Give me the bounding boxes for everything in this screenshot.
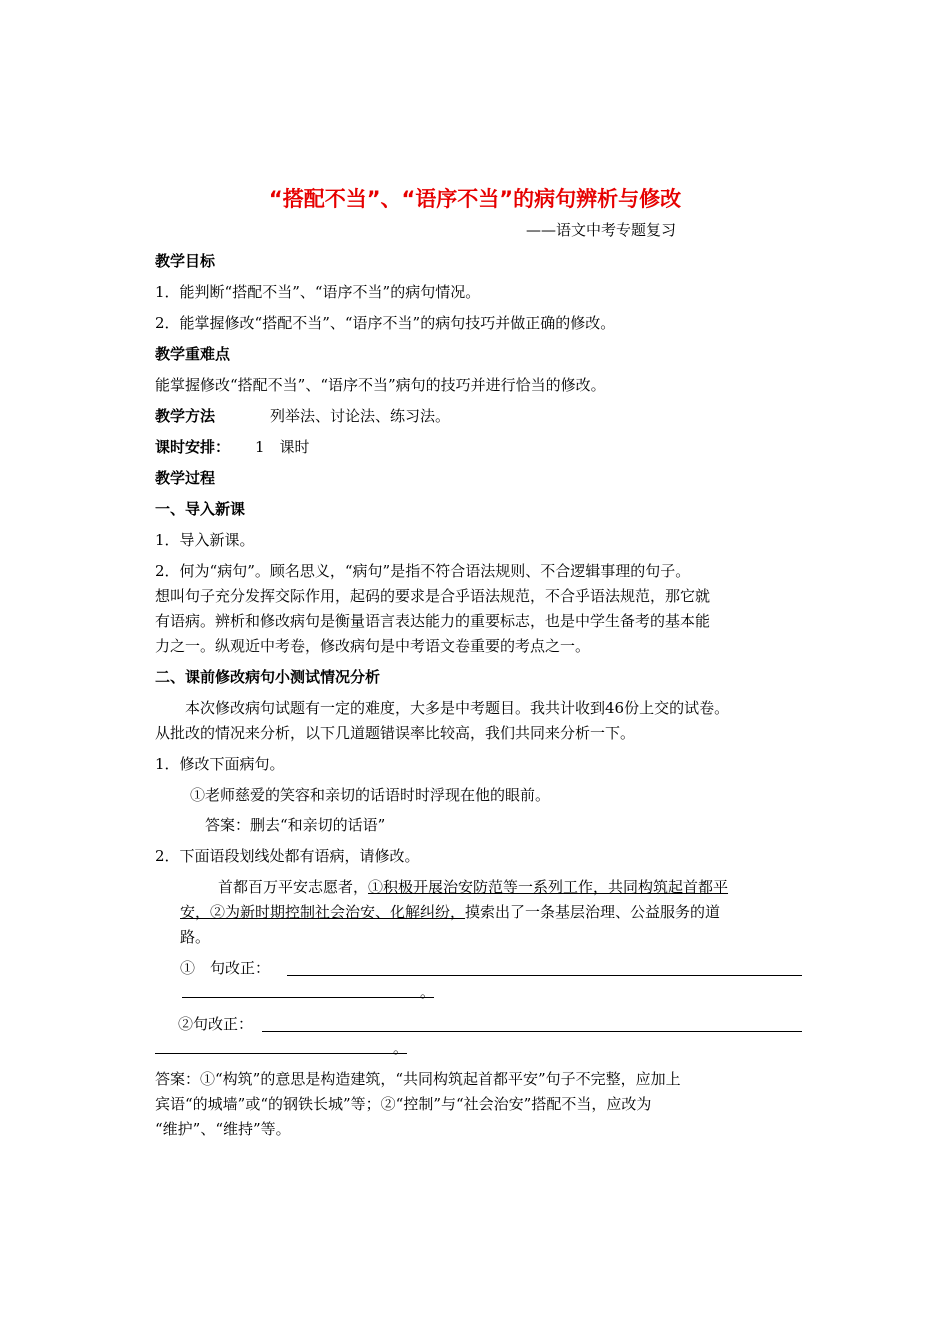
passage-text: 首都百万平安志愿者， bbox=[218, 878, 369, 896]
method-text: 列举法、讨论法、练习法。 bbox=[270, 407, 451, 425]
method-heading: 教学方法 bbox=[155, 407, 216, 425]
section-1-para-line-3: 有语病。辨析和修改病句是衡量语言表达能力的重要标志，也是中学生备考的基本能 bbox=[155, 612, 711, 630]
question-1-answer: 答案：删去“和亲切的话语” bbox=[205, 816, 386, 834]
section-1-para-line-2: 想叫句子充分发挥交际作用，起码的要求是合乎语法规范，不合乎语法规范，那它就 bbox=[155, 587, 711, 605]
document-title: “搭配不当”、“语序不当”的病句辨析与修改 bbox=[268, 187, 682, 211]
section-2-para-line-1: 本次修改病句试题有一定的难度，大多是中考题目。我共计收到46份上交的试卷。 bbox=[185, 699, 730, 717]
passage-line-2 bbox=[180, 902, 720, 922]
question-2: 2．下面语段划线处都有语病，请修改。 bbox=[155, 847, 420, 865]
fix-1-label: ① 句改正： bbox=[180, 959, 271, 977]
answer-line-3: “维护”、“维持”等。 bbox=[155, 1120, 291, 1138]
passage-line-1 bbox=[218, 877, 728, 897]
fix-2-label: ②句改正： bbox=[178, 1015, 254, 1033]
document-subtitle: ——语文中考专题复习 bbox=[526, 221, 677, 239]
passage-line-3: 路。 bbox=[180, 928, 211, 946]
section-1-para-line-1: 2．何为“病句”。顾名思义，“病句”是指不符合语法规则、不合逻辑事理的句子。 bbox=[155, 562, 691, 580]
underlined-error-2: ②为新时期控制社会治安、化解纠纷， bbox=[210, 903, 466, 921]
fix-2-period: 。 bbox=[393, 1039, 409, 1057]
key-points-heading: 教学重难点 bbox=[155, 345, 231, 363]
key-points-text: 能掌握修改“搭配不当”、“语序不当”病句的技巧并进行恰当的修改。 bbox=[155, 376, 606, 394]
underlined-error-1: ①积极开展治安防范等一系列工作，共同构筑起首都平 bbox=[368, 878, 729, 896]
answer-line-2: 宾语“的城墙”或“的钢铁长城”等；②“控制”与“社会治安”搭配不当，应改为 bbox=[155, 1095, 652, 1113]
process-heading: 教学过程 bbox=[155, 469, 216, 487]
fix-1-answer-line-2[interactable] bbox=[182, 997, 434, 998]
goal-item-1: 1．能判断“搭配不当”、“语序不当”的病句情况。 bbox=[155, 283, 481, 301]
question-1-sentence: ①老师慈爱的笑容和亲切的话语时时浮现在他的眼前。 bbox=[190, 786, 551, 804]
schedule-text: 1 课时 bbox=[255, 438, 310, 456]
goals-heading: 教学目标 bbox=[155, 252, 216, 270]
goal-item-2: 2．能掌握修改“搭配不当”、“语序不当”的病句技巧并做正确的修改。 bbox=[155, 314, 616, 332]
passage-text: 摸索出了一条基层治理、公益服务的道 bbox=[465, 903, 721, 921]
fix-1-answer-line-1[interactable] bbox=[287, 975, 802, 976]
schedule-heading: 课时安排： bbox=[155, 438, 231, 456]
question-1: 1．修改下面病句。 bbox=[155, 755, 285, 773]
underlined-error-1-end: 安， bbox=[180, 903, 211, 921]
fix-2-answer-line-2[interactable] bbox=[155, 1053, 407, 1054]
section-1-para-line-4: 力之一。纵观近中考卷，修改病句是中考语文卷重要的考点之一。 bbox=[155, 637, 591, 655]
section-1-item-1: 1．导入新课。 bbox=[155, 531, 255, 549]
section-2-para-line-2: 从批改的情况来分析，以下几道题错误率比较高，我们共同来分析一下。 bbox=[155, 724, 636, 742]
answer-line-1: 答案：①“构筑”的意思是构造建筑，“共同构筑起首都平安”句子不完整，应加上 bbox=[155, 1070, 681, 1088]
section-1-heading: 一、导入新课 bbox=[155, 500, 246, 518]
fix-2-answer-line-1[interactable] bbox=[262, 1031, 802, 1032]
fix-1-period: 。 bbox=[420, 983, 436, 1001]
section-2-heading: 二、课前修改病句小测试情况分析 bbox=[155, 668, 381, 686]
